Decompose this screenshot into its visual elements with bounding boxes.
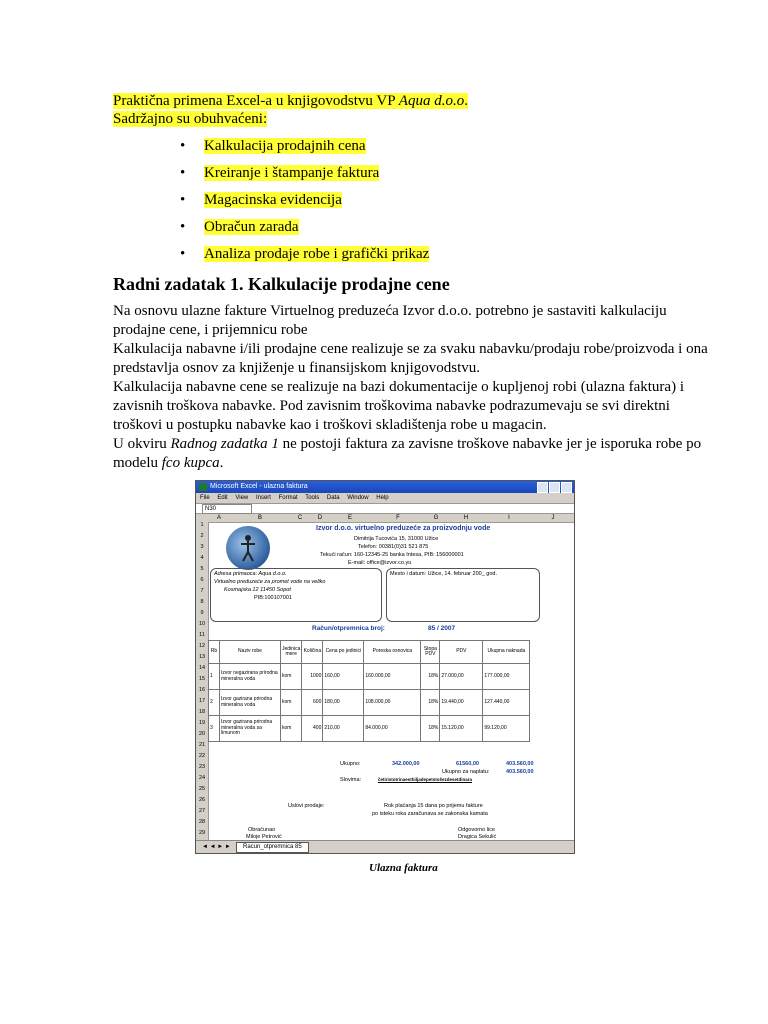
terms-line2: po isteku roka zaračunava se zakonska kamata xyxy=(372,811,488,817)
row-header[interactable]: 1 xyxy=(200,522,204,528)
company-phone: Telefon: 00381(0)31 521 875 xyxy=(358,544,429,550)
row-header[interactable]: 12 xyxy=(198,643,206,649)
cell-rb[interactable]: 3 xyxy=(209,716,220,742)
items-table xyxy=(208,640,530,742)
table-row xyxy=(209,690,530,716)
table-header-row xyxy=(209,641,530,664)
excel-title-bar xyxy=(196,481,574,493)
table-row xyxy=(209,664,530,690)
place-date: Mesto i datum: Užice, 14. februar 200_ god. xyxy=(390,571,498,577)
buyer-label: Adresa primaoca: Aqua d.o.o. xyxy=(214,571,287,577)
intro-block xyxy=(113,92,468,128)
list-item-text: Kalkulacija prodajnih cena xyxy=(204,138,366,154)
cell-name[interactable]: Izvor negazirana prirodna mineralna voda xyxy=(220,664,281,690)
window-title: Microsoft Excel - ulazna faktura xyxy=(210,483,308,490)
cell-vat[interactable]: 27.000,00 xyxy=(440,664,483,690)
menu-edit[interactable]: Edit xyxy=(217,495,228,501)
intro-prefix: Praktična primena Excel-a u knjigovodstvu VP xyxy=(113,93,399,109)
cell-qty[interactable]: 1000 xyxy=(302,664,323,690)
intro-line2: Sadržajno su obuhvaćeni: xyxy=(113,111,268,127)
header-unit: Jedinica mere xyxy=(281,641,302,664)
paragraph: Na osnovu ulazne fakture Virtuelnog preduzeća Izvor d.o.o. potrebno je sastaviti kalkulaciju prodajne cene, i prijemnicu robe xyxy=(113,303,667,338)
header-vat: PDV xyxy=(440,641,483,664)
row-header[interactable]: 22 xyxy=(198,753,206,759)
table-row xyxy=(209,716,530,742)
list-item xyxy=(180,191,429,218)
cell-rb[interactable]: 2 xyxy=(209,690,220,716)
amount-in-words: četiristotrinaesthiljadepetstošezdesetdinara xyxy=(378,777,473,782)
list-item xyxy=(180,164,429,191)
invoice-label: Račun/otpremnica broj: xyxy=(312,625,385,632)
cell-unit[interactable]: kom xyxy=(281,716,302,742)
sum-label: Ukupno: xyxy=(340,761,361,767)
prepared-name: Miloje Petrović xyxy=(246,834,282,840)
formula-bar xyxy=(196,503,574,514)
sum-total: 403.560,00 xyxy=(506,761,534,767)
column-header[interactable]: G xyxy=(433,515,439,521)
row-header[interactable]: 6 xyxy=(200,577,204,583)
row-header[interactable]: 17 xyxy=(198,698,206,704)
row-header[interactable]: 26 xyxy=(198,797,206,803)
row-header[interactable]: 16 xyxy=(198,687,206,693)
invoice-number: 85 / 2007 xyxy=(428,625,456,632)
row-header[interactable]: 29 xyxy=(198,830,206,836)
excel-icon xyxy=(199,483,207,491)
row-header[interactable]: 23 xyxy=(198,764,206,770)
cell-rate[interactable]: 18% xyxy=(421,690,440,716)
header-rate: Stopa PDV xyxy=(421,641,440,664)
cell-price[interactable]: 210,00 xyxy=(323,716,364,742)
cell-total[interactable]: 99.120,00 xyxy=(483,716,530,742)
list-item-text: Magacinska evidencija xyxy=(204,192,342,208)
topics-list xyxy=(180,137,429,272)
sum-base: 342.000,00 xyxy=(392,761,420,767)
cell-base[interactable]: 160.000,00 xyxy=(364,664,421,690)
text-run: U okviru xyxy=(113,436,171,452)
row-header[interactable]: 28 xyxy=(198,819,206,825)
list-item-text: Obračun zarada xyxy=(204,219,299,235)
cell-vat[interactable]: 19.440,00 xyxy=(440,690,483,716)
cell-price[interactable]: 180,00 xyxy=(323,690,364,716)
cell-qty[interactable]: 600 xyxy=(302,690,323,716)
terms-line1: Rok plaćanja 15 dana po prijemu fakture xyxy=(384,803,483,809)
menu-bar xyxy=(196,493,574,503)
task-title: Radni zadatak 1. Kalkulacije prodajne cene xyxy=(113,274,450,294)
minimize-icon[interactable] xyxy=(537,482,548,493)
cell-vat[interactable]: 15.120,00 xyxy=(440,716,483,742)
bullet-icon: • xyxy=(180,219,186,235)
list-item xyxy=(180,218,429,245)
cell-rb[interactable]: 1 xyxy=(209,664,220,690)
row-header[interactable]: 11 xyxy=(199,632,205,638)
intro-company: Aqua d.o.o xyxy=(398,93,465,109)
terms-label: Uslovi prodaje: xyxy=(288,803,325,809)
row-header[interactable]: 14 xyxy=(198,665,206,671)
maximize-icon[interactable] xyxy=(549,482,560,493)
paragraph: Kalkulacija nabavne cene se realizuje na bazi dokumentacije o kupljenoj robi (ulazna faktura) i zavisnih troškova nabavke. Pod zavisnim troškovima nabavke podrazumevaju se svi direktni troškovi u postupku nabavke kao i troškovi skladištenja robe u magacin. xyxy=(113,379,684,433)
row-header[interactable]: 13 xyxy=(198,654,206,660)
to-pay-amount: 403.560,00 xyxy=(506,769,534,775)
row-header[interactable]: 25 xyxy=(198,786,206,792)
logo-figure-icon xyxy=(239,534,257,562)
header-price: Cena po jedinici xyxy=(323,641,364,664)
menu-file[interactable]: File xyxy=(200,495,210,501)
cell-unit[interactable]: kom xyxy=(281,664,302,690)
prepared-label: Obračunao xyxy=(248,827,276,833)
responsible-name: Dragica Sekulić xyxy=(458,834,497,840)
cell-rate[interactable]: 18% xyxy=(421,716,440,742)
spreadsheet-grid[interactable] xyxy=(196,514,574,841)
buyer-address: Kosmajska 12 11450 Sopot xyxy=(224,587,291,593)
row-header[interactable]: 8 xyxy=(200,599,204,605)
words-label: Slovima: xyxy=(340,777,362,783)
sheet-tabs-bar xyxy=(196,840,574,853)
company-address: Dimitrija Tucovića 15, 31000 Užice xyxy=(354,536,439,542)
row-header[interactable]: 21 xyxy=(198,742,206,748)
cell-total[interactable]: 177.000,00 xyxy=(483,664,530,690)
responsible-label: Odgovorno lice xyxy=(458,827,495,833)
text-run: . xyxy=(219,455,224,471)
column-header[interactable]: B xyxy=(257,515,262,521)
menu-tools[interactable]: Tools xyxy=(305,495,320,501)
header-name: Naziv robe xyxy=(220,641,281,664)
column-header[interactable]: F xyxy=(396,515,400,521)
list-item-text: Kreiranje i štampanje faktura xyxy=(204,165,380,181)
column-header[interactable]: J xyxy=(551,515,555,521)
cell-qty[interactable]: 400 xyxy=(302,716,323,742)
header-base: Poreska osnovica xyxy=(364,641,421,664)
company-email: E-mail: office@izvor.co.yu xyxy=(348,560,412,566)
buyer-pib: PIB:100107001 xyxy=(254,595,292,601)
column-header[interactable]: C xyxy=(297,515,303,521)
row-header[interactable]: 4 xyxy=(200,555,204,561)
list-item xyxy=(180,245,429,272)
menu-insert[interactable]: Insert xyxy=(255,495,271,501)
task-body xyxy=(113,302,713,473)
row-header[interactable]: 3 xyxy=(200,544,204,550)
figure-caption: Ulazna faktura xyxy=(369,862,438,874)
cell-name[interactable]: Izvor gazirana prirodna mineralna voda xyxy=(220,690,281,716)
list-item xyxy=(180,137,429,164)
menu-data[interactable]: Data xyxy=(326,495,340,501)
row-header[interactable]: 10 xyxy=(198,621,206,627)
cell-base[interactable]: 84.000,00 xyxy=(364,716,421,742)
row-header[interactable]: 19 xyxy=(198,720,206,726)
menu-window[interactable]: Window xyxy=(347,495,369,501)
bullet-icon: • xyxy=(180,165,186,181)
row-header[interactable]: 9 xyxy=(200,610,204,616)
window-controls xyxy=(536,482,572,498)
to-pay-label: Ukupno za naplatu: xyxy=(442,769,490,775)
text-emphasis: fco kupca xyxy=(161,455,220,471)
cell-name[interactable]: Izvor gazirana prirodna mineralna voda sa limunom xyxy=(220,716,281,742)
row-header[interactable]: 5 xyxy=(200,566,204,572)
cell-total[interactable]: 127.440,00 xyxy=(483,690,530,716)
close-icon[interactable] xyxy=(561,482,572,493)
menu-view[interactable]: View xyxy=(235,495,249,501)
text-emphasis: Radnog zadatka 1 xyxy=(170,436,279,452)
list-item-text: Analiza prodaje robe i grafički prikaz xyxy=(204,246,430,262)
row-header[interactable]: 18 xyxy=(198,709,206,715)
paragraph: Kalkulacija nabavne i/ili prodajne cene realizuje se za svaku nabavku/prodaju robe/proizvoda i ona predstavlja osnov za knjiženje u finansijskom knjigovodstvu. xyxy=(113,341,708,376)
cell-unit[interactable]: kom xyxy=(281,690,302,716)
header-rb: Rb xyxy=(209,641,220,664)
intro-line1 xyxy=(113,93,468,109)
buyer-description: Virtuelno preduzeće za promet vode na veliko xyxy=(214,579,326,585)
sum-vat: 61560,00 xyxy=(456,761,479,767)
row-header[interactable]: 24 xyxy=(198,775,206,781)
text-run: ne postoji faktura za zavisne troškove nabavke jer je isporuka robe po modelu xyxy=(113,436,702,471)
column-header[interactable]: H xyxy=(463,515,469,521)
excel-window xyxy=(195,480,575,854)
menu-format[interactable]: Format xyxy=(278,495,298,501)
bullet-icon: • xyxy=(180,138,186,154)
row-header[interactable]: 27 xyxy=(198,808,206,814)
column-header[interactable]: E xyxy=(347,515,352,521)
header-total: Ukupna naknada xyxy=(483,641,530,664)
column-header[interactable]: I xyxy=(508,515,510,521)
bullet-icon: • xyxy=(180,192,186,208)
sheet-nav-arrows-icon[interactable]: ◄ ◄ ► ► xyxy=(202,844,231,850)
row-header[interactable]: 2 xyxy=(200,533,204,539)
intro-suffix: . xyxy=(464,93,468,109)
row-header[interactable]: 7 xyxy=(200,588,204,594)
cell-base[interactable]: 108.000,00 xyxy=(364,690,421,716)
company-title: Izvor d.o.o. virtuelno preduzeće za proizvodnju vode xyxy=(316,525,491,532)
row-header[interactable]: 15 xyxy=(198,676,206,682)
row-header[interactable]: 20 xyxy=(198,731,206,737)
sheet-tab[interactable]: Racun_otpremnica 85 xyxy=(236,842,309,853)
cell-rate[interactable]: 18% xyxy=(421,664,440,690)
cell-price[interactable]: 160,00 xyxy=(323,664,364,690)
menu-help[interactable]: Help xyxy=(376,495,389,501)
column-header[interactable]: D xyxy=(317,515,323,521)
name-box[interactable]: N30 xyxy=(202,504,252,514)
column-headers xyxy=(196,514,574,523)
header-qty: Količina xyxy=(302,641,323,664)
company-account: Tekući račun: 160-12345-25 banka Intesa, PIB: 156000001 xyxy=(320,552,464,558)
bullet-icon: • xyxy=(180,246,186,262)
paragraph xyxy=(113,435,713,473)
column-header[interactable]: A xyxy=(216,515,221,521)
